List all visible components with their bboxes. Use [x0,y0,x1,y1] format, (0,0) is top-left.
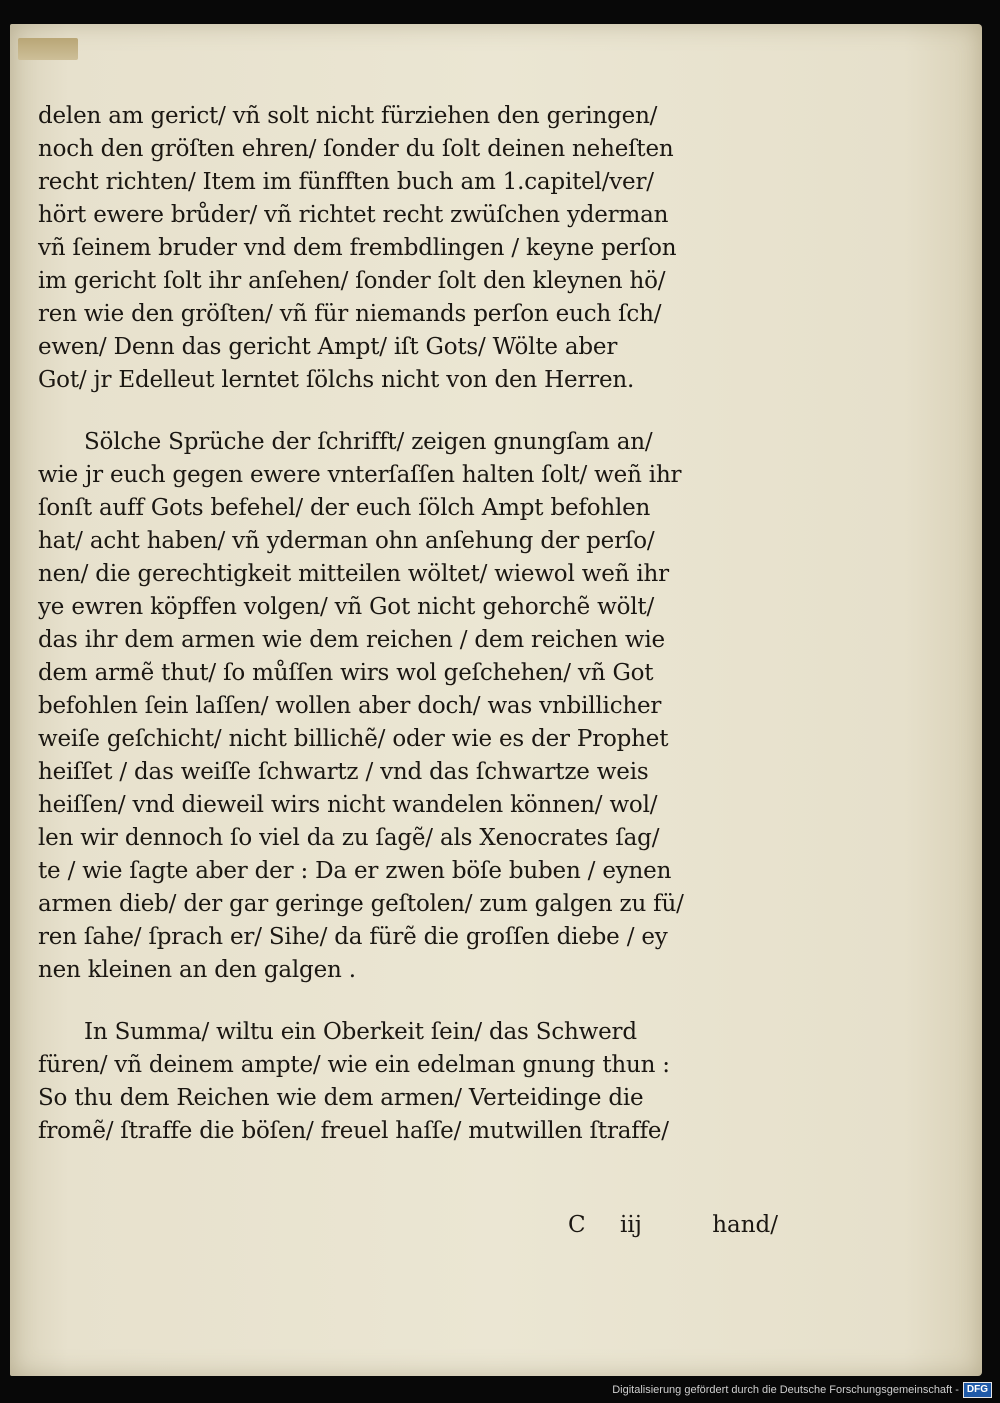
signature-number: iij [620,1212,642,1238]
text-line: delen am gerict/ vñ solt nicht fürziehen den geringen/ [38,103,658,129]
text-line: nen kleinen an den galgen . [38,957,356,983]
text-line: Sölche Sprüche der ſchrifft/ zeigen gnungſam an/ [84,429,653,455]
text-line: Got/ jr Edelleut lerntet ſölchs nicht von den Herren. [38,367,635,393]
paragraph-1 [38,100,778,397]
text-line: ewen/ Denn das gericht Ampt/ iſt Gots/ Wölte aber [38,334,618,360]
text-line: wie jr euch gegen ewere vnterſaſſen halten ſolt/ weñ ihr [38,462,682,488]
text-line: So thu dem Reichen wie dem armen/ Verteidinge die [38,1085,644,1111]
text-line: im gericht ſolt ihr anſehen/ ſonder ſolt den kleynen hö/ [38,268,666,294]
paragraph-gap [38,397,778,426]
text-line: heiſſen/ vnd dieweil wirs nicht wandelen können/ wol/ [38,792,658,818]
paragraph-2 [38,426,778,987]
text-line: ren ſahe/ ſprach er/ Sihe/ da fürẽ die groſſen diebe / ey [38,924,668,950]
text-line: hört ewere brůder/ vñ richtet recht zwüſchen yderman [38,202,669,228]
text-line: In Summa/ wiltu ein Oberkeit ſein/ das Schwerd [84,1019,637,1045]
text-line: ſonſt auff Gots befehel/ der euch ſölch Ampt befohlen [38,495,651,521]
text-line: ren wie den gröſten/ vñ für niemands perſon euch ſch/ [38,301,662,327]
text-line: befohlen ſein laſſen/ wollen aber doch/ was vnbillicher [38,693,662,719]
text-line: dem armẽ thut/ ſo můſſen wirs wol geſchehen/ vñ Got [38,660,654,686]
text-line: füren/ vñ deinem ampte/ wie ein edelman gnung thun : [38,1052,670,1078]
text-line: das ihr dem armen wie dem reichen / dem reichen wie [38,627,665,653]
paragraph-3 [38,1016,778,1148]
text-line: vñ ſeinem bruder vnd dem frembdlingen / keyne perſon [38,235,677,261]
text-line: weiſe geſchicht/ nicht billichẽ/ oder wie es der Prophet [38,726,669,752]
text-line: len wir dennoch ſo viel da zu ſagẽ/ als Xenocrates ſag/ [38,825,660,851]
text-line: ye ewren köpffen volgen/ vñ Got nicht gehorchẽ wölt/ [38,594,655,620]
page-corner-stain [18,38,78,60]
text-line: armen dieb/ der gar geringe geſtolen/ zum galgen zu fü/ [38,891,684,917]
text-line: hat/ acht haben/ vñ yderman ohn anſehung der perſo/ [38,528,655,554]
text-line: heiſſet / das weiſſe ſchwartz / vnd das ſchwartze weis [38,759,649,785]
signature-mark: C [568,1212,586,1238]
funding-credit: Digitalisierung gefördert durch die Deutsche Forschungsgemeinschaft - [612,1384,959,1396]
text-line: fromẽ/ ſtraffe die böſen/ freuel haſſe/ mutwillen ſtraffe/ [38,1118,669,1144]
book-page [10,24,982,1376]
page-text [38,100,778,1148]
catchword: hand/ [712,1212,778,1238]
text-line: te / wie ſagte aber der : Da er zwen böſe buben / eynen [38,858,672,884]
dfg-logo: DFG [963,1382,992,1398]
text-line: nen/ die gerechtigkeit mitteilen wöltet/ wiewol weñ ihr [38,561,669,587]
signature-line [38,1209,778,1242]
text-line: noch den gröſten ehren/ ſonder du ſolt deinen neheſten [38,136,674,162]
text-line: recht richten/ Item im fünfften buch am 1.capitel/ver/ [38,169,654,195]
digitization-footer [612,1381,992,1399]
paragraph-gap [38,987,778,1016]
